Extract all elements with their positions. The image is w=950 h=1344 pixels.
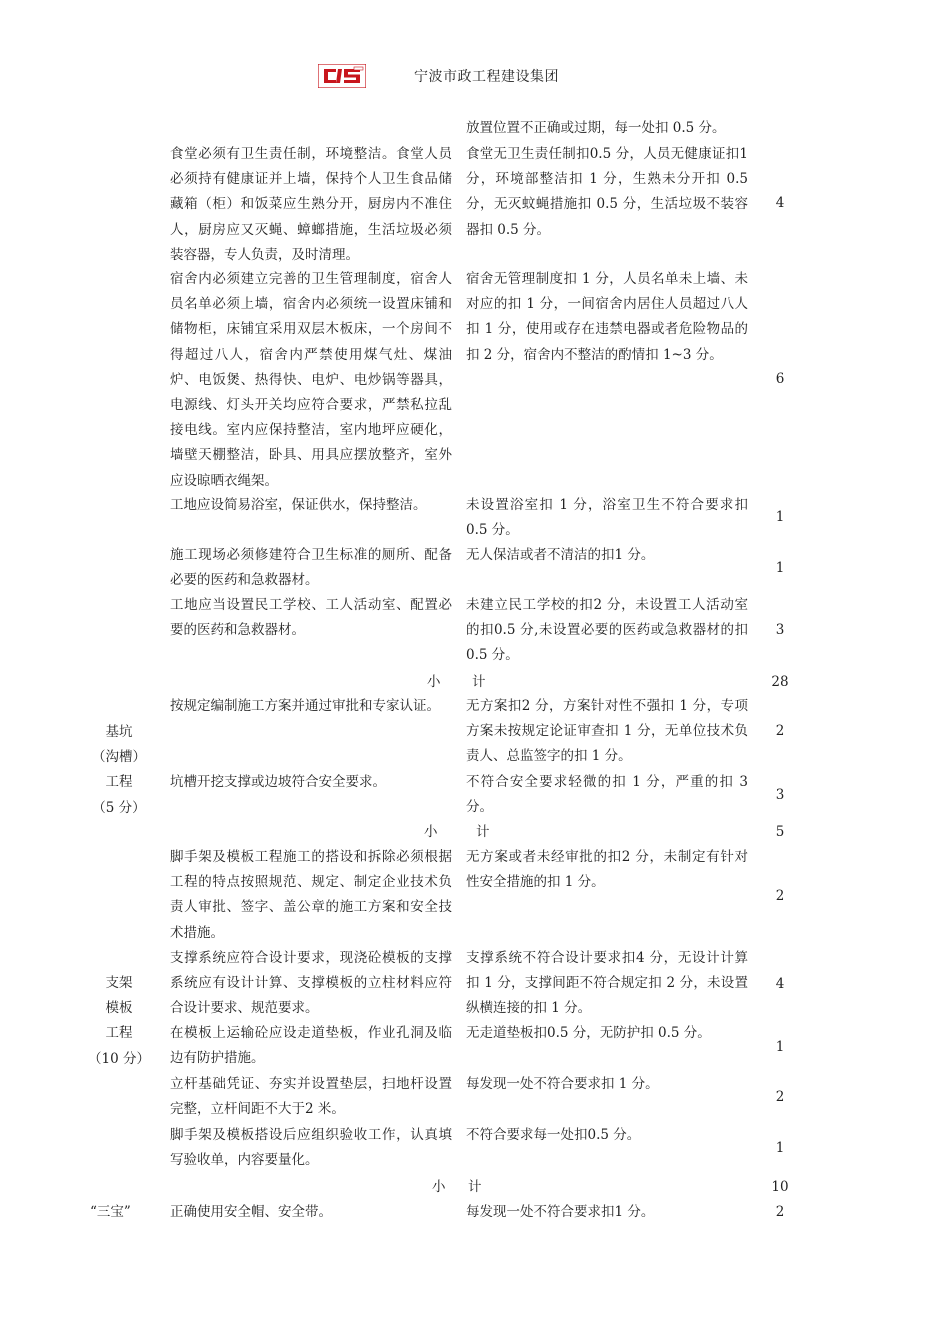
requirement-text: 工地应当设置民工学校、工人活动室、配置必要的医药和急救器材。 bbox=[170, 597, 452, 639]
category-line: 工程 bbox=[105, 774, 133, 791]
requirement-text: 脚手架及模板搭设后应组织验收工作，认真填写验收单，内容要量化。 bbox=[170, 1127, 452, 1169]
category-line: （沟槽） bbox=[92, 749, 146, 766]
deduction-text: 未建立民工学校的扣2 分，未设置工人活动室的扣0.5 分,未设置必要的医药或急救器材的扣0.5 分。 bbox=[466, 597, 748, 664]
score-value: 2 bbox=[775, 888, 785, 904]
requirement-text: 按规定编制施工方案并通过审批和专家认证。 bbox=[170, 698, 440, 714]
requirement-text: 正确使用安全帽、安全带。 bbox=[170, 1204, 332, 1220]
subtotal-value: 5 bbox=[775, 824, 785, 840]
subtotal-label: 小 bbox=[424, 824, 438, 840]
requirement-text: 宿舍内必须建立完善的卫生管理制度，宿舍人员名单必须上墙，宿舍内必须统一设置床铺和储物柜，床铺宜采用双层木板床，一个房间不得超过八人，宿舍内严禁使用煤气灶、煤油炉、电饭煲、热得快、电炉、电炒锅等器具，电源线、灯头开关均应符合要求，严禁私拉乱接电线。室内应保持整洁，室内地坪应硬化，墙壁天棚整洁，卧具、用具应摆放整齐，室外应设晾晒衣绳架。 bbox=[170, 271, 452, 489]
category-line: 工程 bbox=[105, 1025, 133, 1042]
score-value: 4 bbox=[775, 195, 785, 211]
subtotal-label: 计 bbox=[468, 1179, 482, 1195]
page-header bbox=[318, 64, 559, 88]
score-value: 1 bbox=[775, 1039, 785, 1055]
requirement-text: 施工现场必须修建符合卫生标准的厕所、配备必要的医药和急救器材。 bbox=[170, 547, 452, 589]
deduction-text: 食堂无卫生责任制扣0.5 分，人员无健康证扣1 分，环境部整洁扣 1 分，生熟未分开扣 0.5分，无灭蚊蝇措施扣 0.5 分，生活垃圾不装容器扣 0.5 分。 bbox=[466, 146, 748, 238]
company-logo-icon bbox=[318, 64, 366, 88]
deduction-text: 无走道垫板扣0.5 分，无防护扣 0.5 分。 bbox=[466, 1025, 711, 1041]
requirement-text: 工地应设简易浴室，保证供水，保持整洁。 bbox=[170, 497, 427, 513]
requirement-text: 支撑系统应符合设计要求，现浇砼模板的支撑系统应有设计计算、支撑模板的立柱材料应符合设计要求、规范要求。 bbox=[170, 950, 452, 1017]
score-value: 3 bbox=[775, 622, 785, 638]
category-foundation bbox=[88, 720, 150, 821]
score-value: 2 bbox=[775, 723, 785, 739]
requirement-text: 食堂必须有卫生责任制，环境整洁。食堂人员必须持有健康证并上墙，保持个人卫生食品储藏箱（柜）和饭菜应生熟分开，厨房内不准住人，厨房应又灭蝇、蟑螂措施，生活垃圾必须装容器，专人负责，及时清理。 bbox=[170, 146, 452, 263]
category-line: （10 分） bbox=[88, 1050, 150, 1067]
score-value: 6 bbox=[775, 371, 785, 387]
deduction-text: 宿舍无管理制度扣 1 分，人员名单未上墙、未对应的扣 1 分，一间宿舍内居住人员超过八人扣 1 分，使用或存在违禁电器或者危险物品的扣 2 分，宿舍内不整洁的酌情扣 1~3 分。 bbox=[466, 271, 748, 363]
score-value: 2 bbox=[775, 1089, 785, 1105]
subtotal-label: 小 bbox=[427, 674, 441, 690]
subtotal-label: 计 bbox=[476, 824, 490, 840]
category-line: 基坑 bbox=[105, 724, 133, 740]
category-formwork bbox=[88, 971, 150, 1072]
score-value: 1 bbox=[775, 1140, 785, 1156]
company-name: 宁波市政工程建设集团 bbox=[414, 69, 559, 85]
deduction-text: 支撑系统不符合设计要求扣4 分，无设计计算扣 1 分，支撑间距不符合规定扣 2 分，未设置纵横连接的扣 1 分。 bbox=[466, 950, 748, 1017]
requirement-text: 脚手架及模板工程施工的搭设和拆除必须根据工程的特点按照规范、规定、制定企业技术负责人审批、签字、盖公章的施工方案和安全技术措施。 bbox=[170, 849, 452, 941]
deduction-text: 每发现一处不符合要求扣 1 分。 bbox=[466, 1076, 659, 1092]
score-value: 2 bbox=[775, 1204, 785, 1220]
subtotal-value: 10 bbox=[771, 1179, 789, 1195]
subtotal-label: 小 bbox=[432, 1179, 446, 1195]
deduction-text: 不符合要求每一处扣0.5 分。 bbox=[466, 1127, 641, 1143]
subtotal-label: 计 bbox=[472, 674, 486, 690]
category-line: 支架 bbox=[105, 975, 133, 991]
category-line: （5 分） bbox=[92, 799, 146, 816]
deduction-text: 无人保洁或者不清洁的扣1 分。 bbox=[466, 547, 655, 563]
requirement-text: 在模板上运输砼应设走道垫板，作业孔洞及临边有防护措施。 bbox=[170, 1025, 452, 1067]
subtotal-value: 28 bbox=[771, 674, 789, 690]
requirement-text: 坑槽开挖支撑或边坡符合安全要求。 bbox=[170, 774, 386, 790]
deduction-text: 无方案扣2 分，方案针对性不强扣 1 分，专项方案未按规定论证审查扣 1 分，无单位技术负责人、总监签字的扣 1 分。 bbox=[466, 698, 748, 765]
deduction-text: 放置位置不正确或过期，每一处扣 0.5 分。 bbox=[466, 120, 726, 136]
requirement-text: 立杆基础凭证、夯实并设置垫层，扫地杆设置完整，立杆间距不大于2 米。 bbox=[170, 1076, 452, 1118]
score-value: 1 bbox=[775, 560, 785, 576]
deduction-text: 不符合安全要求轻微的扣 1 分，严重的扣 3分。 bbox=[466, 774, 748, 816]
deduction-text: 每发现一处不符合要求扣1 分。 bbox=[466, 1204, 655, 1220]
category-three-treasures: “三宝” bbox=[90, 1204, 131, 1220]
deduction-text: 无方案或者未经审批的扣2 分，未制定有针对性安全措施的扣 1 分。 bbox=[466, 849, 748, 891]
deduction-text: 未设置浴室扣 1 分，浴室卫生不符合要求扣 0.5 分。 bbox=[466, 497, 748, 539]
category-line: 模板 bbox=[105, 1000, 133, 1017]
score-value: 1 bbox=[775, 509, 785, 525]
score-value: 4 bbox=[775, 976, 785, 992]
score-value: 3 bbox=[775, 787, 785, 803]
